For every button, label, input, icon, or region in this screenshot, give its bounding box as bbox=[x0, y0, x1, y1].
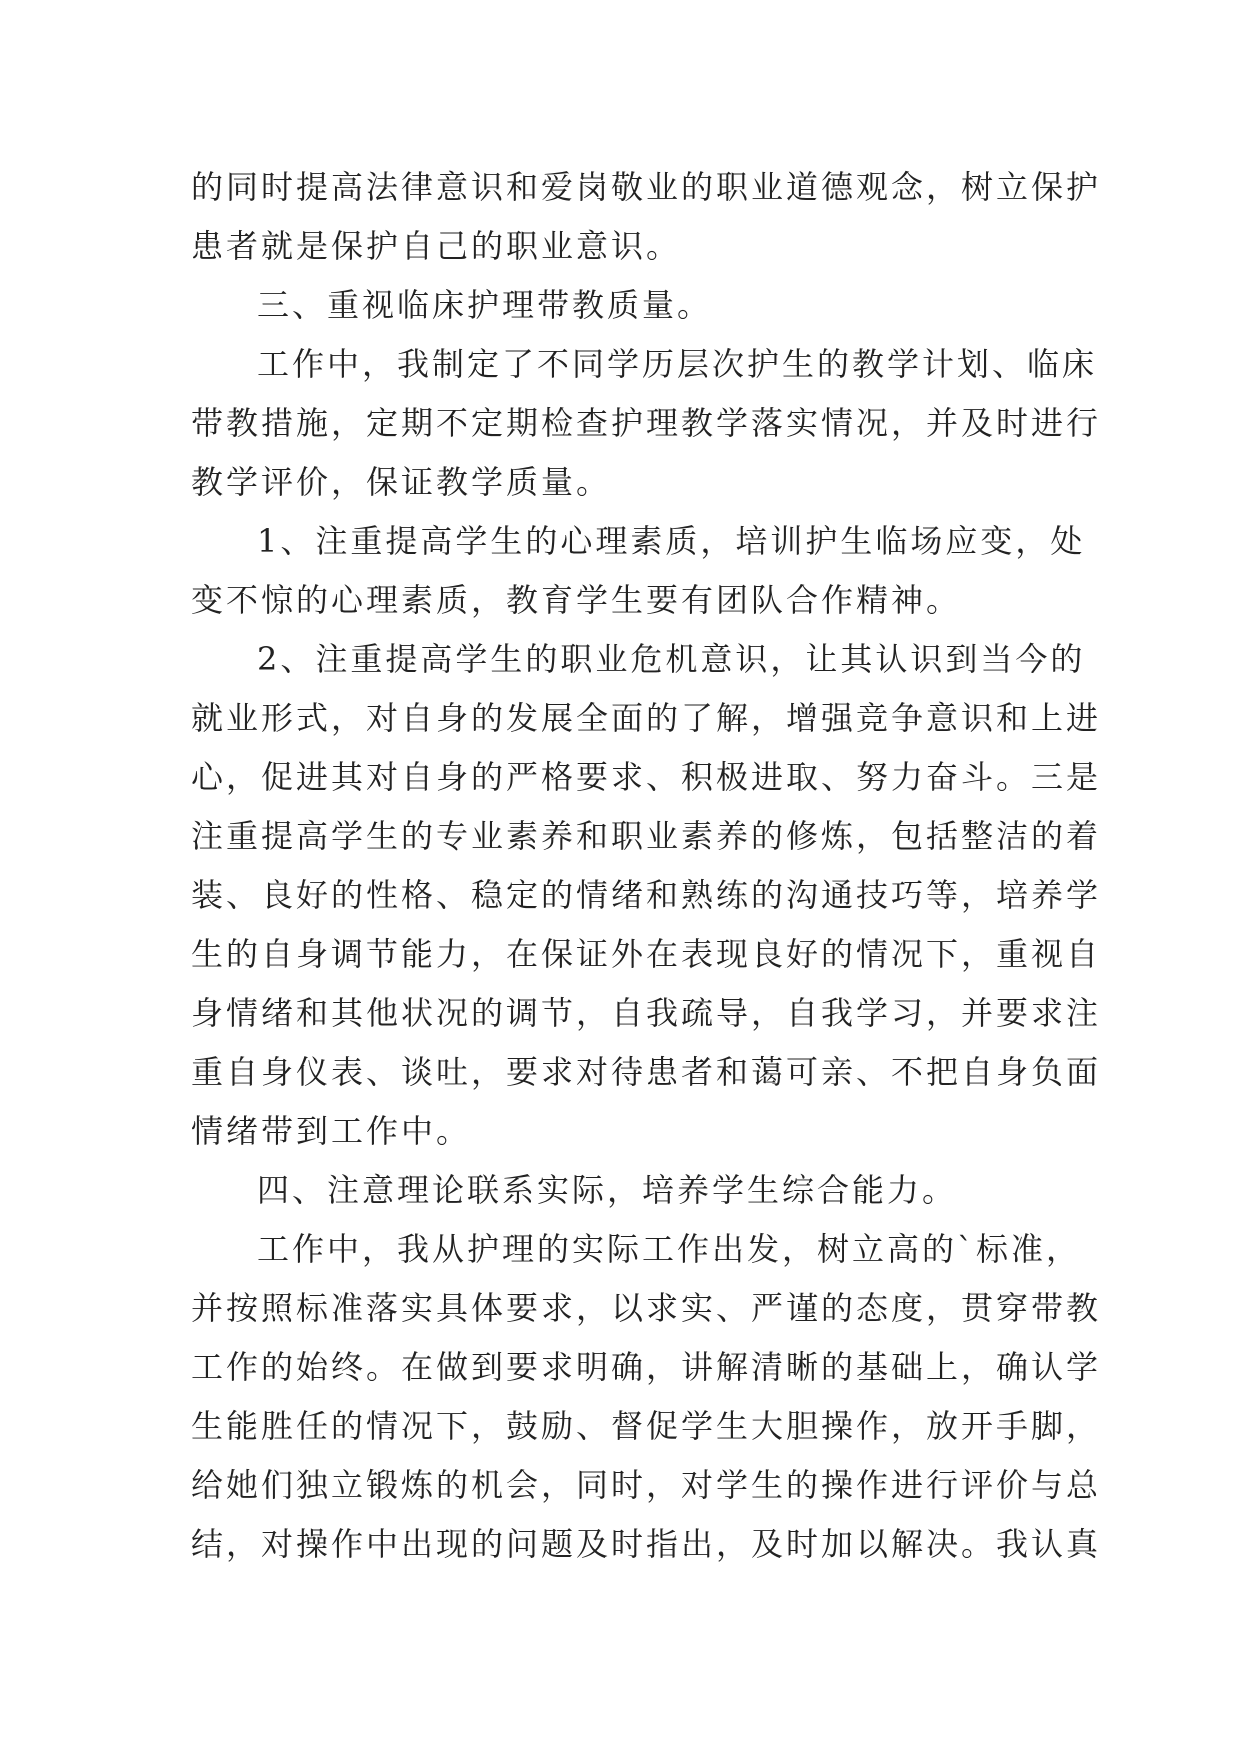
list-item: 1、注重提高学生的心理素质，培训护生临场应变，处 bbox=[257, 522, 1086, 560]
list-item: 2、注重提高学生的职业危机意识，让其认识到当今的 bbox=[257, 640, 1086, 678]
text-line: 教学评价，保证教学质量。 bbox=[191, 463, 612, 501]
text-line: 患者就是保护自己的职业意识。 bbox=[191, 227, 682, 265]
text-line: 工作中，我制定了不同学历层次护生的教学计划、临床 bbox=[257, 345, 1098, 383]
section-heading: 四、注意理论联系实际，培养学生综合能力。 bbox=[257, 1171, 958, 1209]
text-line: 生的自身调节能力，在保证外在表现良好的情况下，重视自 bbox=[191, 935, 1102, 973]
text-line: 并按照标准落实具体要求，以求实、严谨的态度，贯穿带教 bbox=[191, 1289, 1102, 1327]
text-line: 结，对操作中出现的问题及时指出，及时加以解决。我认真 bbox=[191, 1525, 1102, 1563]
text-line: 带教措施，定期不定期检查护理教学落实情况，并及时进行 bbox=[191, 404, 1102, 442]
text-line: 情绪带到工作中。 bbox=[191, 1112, 472, 1150]
text-line: 重自身仪表、谈吐，要求对待患者和蔼可亲、不把自身负面 bbox=[191, 1053, 1102, 1091]
document-body bbox=[191, 158, 1102, 1574]
text-line: 工作的始终。在做到要求明确，讲解清晰的基础上，确认学 bbox=[191, 1348, 1102, 1386]
text-line: 身情绪和其他状况的调节，自我疏导，自我学习，并要求注 bbox=[191, 994, 1102, 1032]
text-line: 的同时提高法律意识和爱岗敬业的职业道德观念，树立保护 bbox=[191, 168, 1102, 206]
text-line: 生能胜任的情况下，鼓励、督促学生大胆操作，放开手脚， bbox=[191, 1407, 1102, 1445]
text-line: 注重提高学生的专业素养和职业素养的修炼，包括整洁的着 bbox=[191, 817, 1102, 855]
text-line: 变不惊的心理素质，教育学生要有团队合作精神。 bbox=[191, 581, 962, 619]
text-line: 装、良好的性格、稳定的情绪和熟练的沟通技巧等，培养学 bbox=[191, 876, 1102, 914]
text-line: 工作中，我从护理的实际工作出发，树立高的`标准， bbox=[257, 1230, 1082, 1268]
section-heading: 三、重视临床护理带教质量。 bbox=[257, 286, 713, 324]
text-line: 心，促进其对自身的严格要求、积极进取、努力奋斗。三是 bbox=[191, 758, 1102, 796]
text-line: 就业形式，对自身的发展全面的了解，增强竞争意识和上进 bbox=[191, 699, 1102, 737]
text-line: 给她们独立锻炼的机会，同时，对学生的操作进行评价与总 bbox=[191, 1466, 1102, 1504]
